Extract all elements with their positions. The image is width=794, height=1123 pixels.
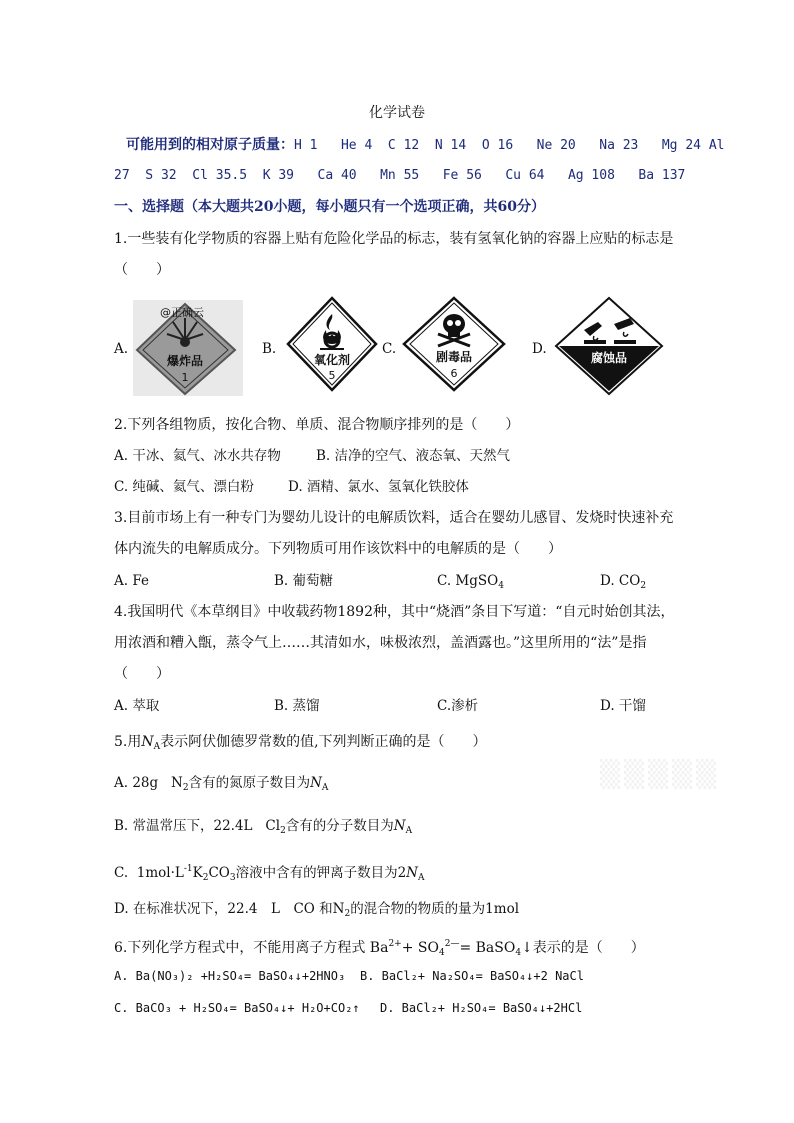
- explosive-sign-label: 爆炸品: [166, 354, 204, 368]
- q2-option-b: B. 洁净的空气、液态氧、天然气: [316, 448, 511, 464]
- q2-stem: 2.下列各组物质，按化合物、单质、混合物顺序排列的是（ ）: [114, 417, 520, 433]
- corrosive-sign: [554, 296, 664, 396]
- q1-option-b-label: B.: [262, 341, 277, 357]
- q4-option-a: A. 萃取: [114, 698, 160, 714]
- toxic-sign: [402, 296, 506, 392]
- oxidizer-sign-number: 5: [328, 369, 336, 382]
- watermark-text: @正确云: [160, 306, 204, 319]
- q1-option-c-label: C.: [382, 341, 397, 357]
- q3-option-b: B. 葡萄糖: [274, 573, 334, 589]
- toxic-sign-number: 6: [450, 367, 458, 380]
- q1-stem: 1.一些装有化学物质的容器上贴有危险化学品的标志，装有氢氧化钠的容器上应贴的标志是: [114, 231, 674, 247]
- q3-option-a: A. Fe: [114, 573, 149, 589]
- toxic-sign-label: 剧毒品: [435, 350, 473, 364]
- q3-stem-line2: 体内流失的电解质成分。下列物质可用作该饮料中的电解质的是（ ）: [114, 541, 562, 557]
- oxidizer-sign-label: 氧化剂: [313, 353, 351, 367]
- page-title: 化学试卷: [369, 105, 425, 121]
- q6-option-d: D. BaCl₂+ H₂SO₄= BaSO₄↓+2HCl: [380, 1001, 583, 1015]
- q4-paren: （ ）: [114, 666, 170, 682]
- q5-option-d: D. 在标准状况下，22.4 L CO 和$N_2$的混合物的物质的量为1mol: [114, 901, 520, 919]
- explosive-sign-number: 1: [181, 371, 189, 384]
- q2-option-a: A. 干冰、氦气、冰水共存物: [114, 448, 281, 464]
- q1-option-a-label: A.: [114, 341, 129, 357]
- atomic-mass-values-1: H 1 He 4 C 12 N 14 O 16 Ne 20 Na 23 Mg 24 Al: [294, 138, 725, 153]
- q4-option-c: C.渗析: [437, 698, 479, 714]
- q6-stem: 6.下列化学方程式中，不能用离子方程式 $Ba^{2+}+ SO_4^{2—}=$ BaSO$_4$↓表示的是（ ）: [114, 939, 645, 958]
- q6-option-a: A. Ba(NO₃)₂ +H₂SO₄= BaSO₄↓+2HNO₃: [114, 969, 346, 983]
- q4-stem-line1: 4.我国明代《本草纲目》中收载药物1892种，其中“烧酒”条目下写道：“自元时始创其法，: [114, 604, 675, 620]
- q4-stem-line2: 用浓酒和糟入甑，蒸令气上……其清如水，味极浓烈，盖酒露也。”这里所用的“法”是指: [114, 635, 647, 651]
- q2-option-d: D. 酒精、氯水、氢氧化铁胶体: [288, 479, 469, 495]
- atomic-mass-label: 可能用到的相对原子质量：: [126, 137, 294, 153]
- q4-option-b: B. 蒸馏: [274, 698, 320, 714]
- q5-option-c: C. $1mol\cdot L^{-1}K_2CO_3$溶液中含有的钾离子数目为$2N_A$: [114, 864, 425, 883]
- q1-option-d-label: D.: [532, 341, 547, 357]
- q3-option-d: D. $CO_2$: [600, 573, 647, 591]
- q6-option-c: C. BaCO₃ + H₂SO₄= BaSO₄↓+ H₂O+CO₂↑: [114, 1001, 360, 1015]
- q3-stem-line1: 3.目前市场上有一种专门为婴幼儿设计的电解质饮料，适合在婴幼儿感冒、发烧时快速补充: [114, 510, 674, 526]
- atomic-mass-values-2: 27 S 32 Cl 35.5 K 39 Ca 40 Mn 55 Fe 56 Cu 64 Ag 108 Ba 137: [114, 168, 686, 183]
- q2-option-c: C. 纯碱、氦气、漂白粉: [114, 479, 254, 495]
- q3-option-c: C. MgSO$_4$: [437, 573, 504, 591]
- corrosive-sign-label: 腐蚀品: [590, 351, 628, 365]
- oxidizer-sign: [286, 296, 378, 392]
- q1-paren: （ ）: [114, 262, 170, 278]
- q4-option-d: D. 干馏: [600, 698, 646, 714]
- atomic-mass-line1: [126, 136, 724, 155]
- q5-stem: 5.用$N_A$表示阿伏伽德罗常数的值,下列判断正确的是（ ）: [114, 734, 487, 752]
- q6-option-b: B. BaCl₂+ Na₂SO₄= BaSO₄↓+2 NaCl: [360, 969, 584, 983]
- q5-option-a: A. 28g $N_2$含有的氮原子数目为$N_A$: [114, 775, 329, 793]
- q5-option-b: B. 常温常压下，22.4L $Cl_2$含有的分子数目为$N_A$: [114, 818, 413, 836]
- background-watermark: ▒▒▒▒▒: [600, 760, 720, 790]
- section-heading: 一、选择题（本大题共20小题，每小题只有一个选项正确，共60分）: [114, 199, 545, 215]
